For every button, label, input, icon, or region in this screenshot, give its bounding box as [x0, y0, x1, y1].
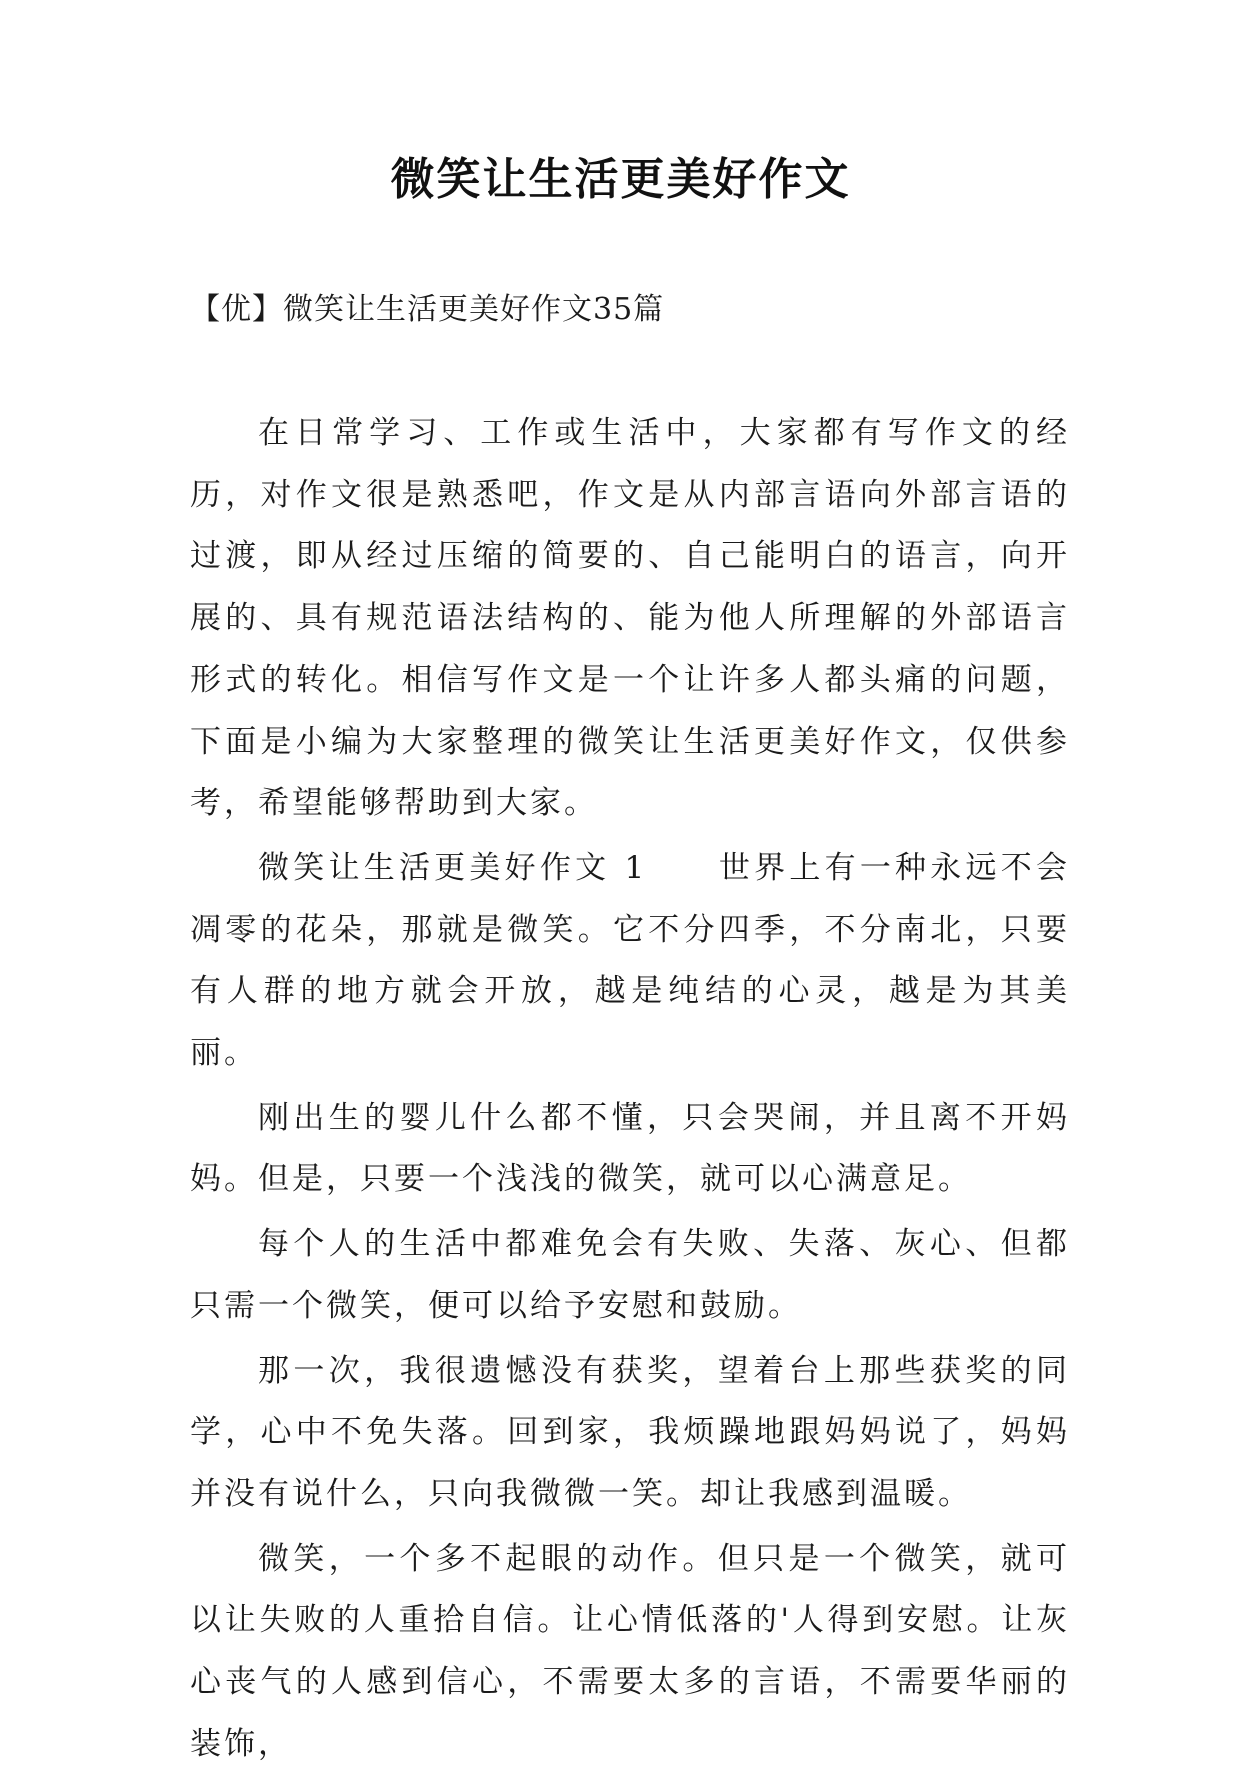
- paragraph-smile: 微笑，一个多不起眼的动作。但只是一个微笑，就可以让失败的人重拾自信。让心情低落的'人得到安慰。让灰心丧气的人感到信心，不需要太多的言语，不需要华丽的装饰，: [190, 1540, 1070, 1762]
- document-body: [190, 403, 1070, 1778]
- paragraph-essay-1-opening: 微笑让生活更美好作文 1 世界上有一种永远不会凋零的花朵，那就是微笑。它不分四季，不分南北，只要有人群的地方就会开放，越是纯结的心灵，越是为其美丽。: [190, 849, 1070, 1072]
- document-title: 微笑让生活更美好作文: [390, 154, 851, 205]
- paragraph-baby: 刚出生的婴儿什么都不懂，只会哭闹，并且离不开妈妈。但是，只要一个浅浅的微笑，就可以心满意足。: [190, 1099, 1070, 1198]
- paragraph-intro: 在日常学习、工作或生活中，大家都有写作文的经历，对作文很是熟悉吧，作文是从内部言语向外部言语的过渡，即从经过压缩的简要的、自己能明白的语言，向开展的、具有规范语法结构的、能为他人所理解的外部语言形式的转化。相信写作文是一个让许多人都头痛的问题，下面是小编为大家整理的微笑让生活更美好作文，仅供参考，希望能够帮助到大家。: [190, 415, 1070, 822]
- document-subtitle: 【优】微笑让生活更美好作文35篇: [190, 292, 665, 327]
- paragraph-everyone: 每个人的生活中都难免会有失败、失落、灰心、但都只需一个微笑，便可以给予安慰和鼓励。: [190, 1226, 1070, 1324]
- paragraph-that-time: 那一次，我很遗憾没有获奖，望着台上那些获奖的同学，心中不免失落。回到家，我烦躁地跟妈妈说了，妈妈并没有说什么，只向我微微一笑。却让我感到温暖。: [190, 1352, 1070, 1512]
